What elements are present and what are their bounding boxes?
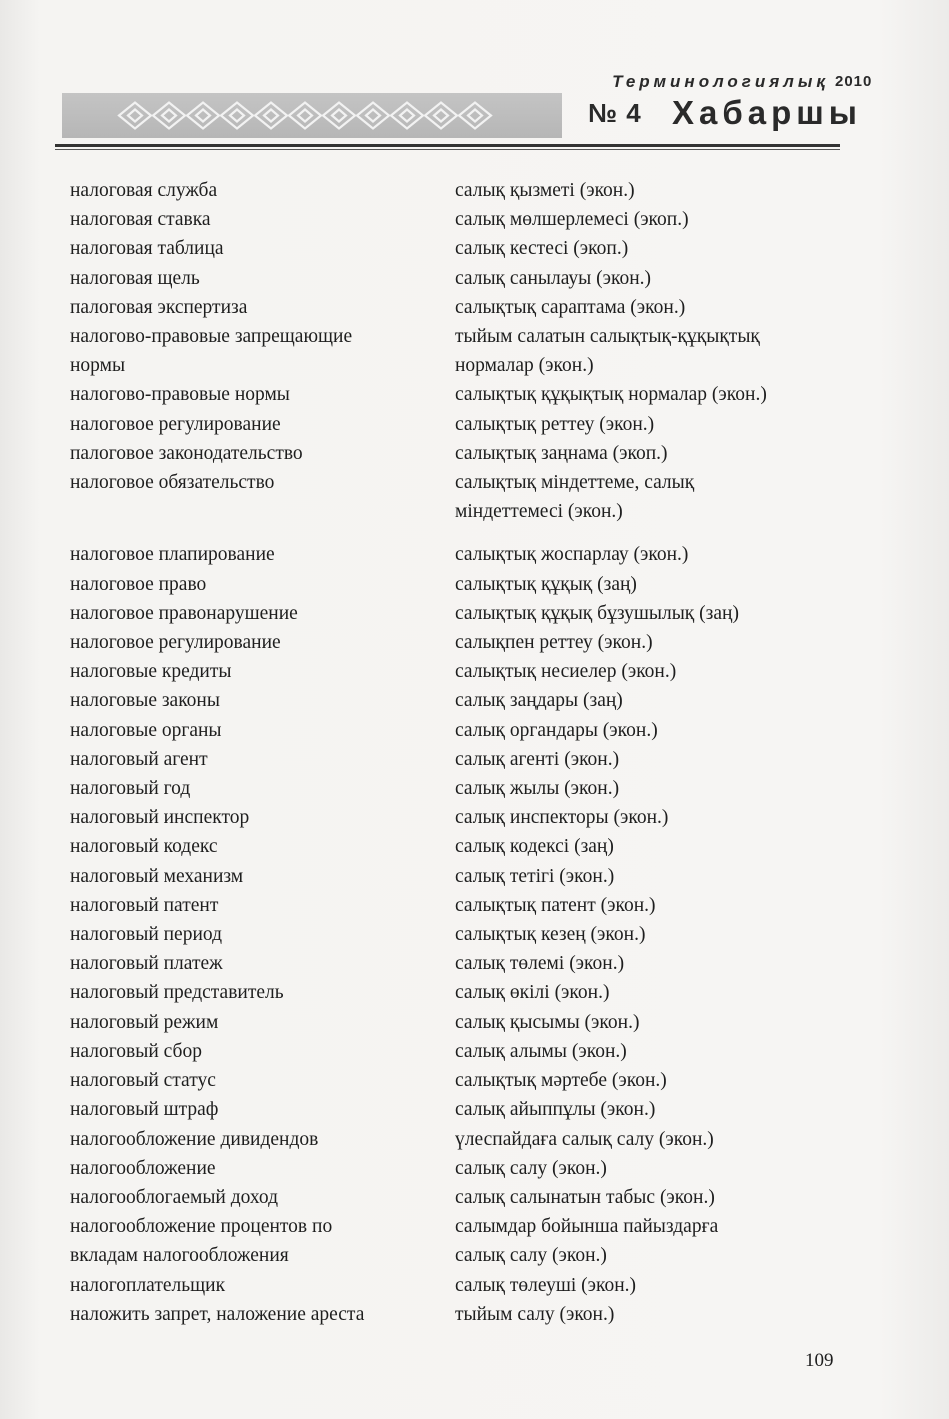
term-kazakh: салық агенті (экон.)	[455, 748, 620, 770]
term-kazakh: салықтық несиелер (экон.)	[455, 661, 677, 683]
term-kazakh: салықтық кезең (экон.)	[455, 924, 646, 946]
term-kazakh: салық тетігі (экон.)	[455, 865, 615, 887]
term-russian: палоговая экспертиза	[70, 296, 248, 318]
term-kazakh: салық төлемі (экон.)	[455, 953, 625, 975]
header-rule-thick	[55, 144, 840, 147]
glossary-row	[70, 657, 850, 686]
term-russian: налогообложение	[70, 1157, 216, 1179]
term-kazakh: салымдар бойынша пайыздарға	[455, 1216, 719, 1238]
term-russian: налогооблогаемый доход	[70, 1186, 279, 1208]
term-russian	[70, 497, 455, 526]
term-kazakh: салық салу (экон.)	[455, 1245, 607, 1267]
term-kazakh: тыйым салу (экон.)	[455, 1303, 615, 1325]
term-russian: налоговое правонарушение	[70, 602, 298, 624]
term-russian: налоговый платеж	[70, 953, 223, 975]
term-russian: налоговая служба	[70, 180, 218, 201]
term-russian: налоговое регулирование	[70, 413, 281, 435]
glossary-row	[70, 949, 850, 978]
term-kazakh: салықтық сараптама (экон.)	[455, 296, 686, 318]
term-russian: налоговый год	[70, 778, 191, 800]
term-russian: наложить запрет, наложение ареста	[70, 1303, 365, 1325]
term-kazakh: салық өкілі (экон.)	[455, 982, 610, 1004]
header-banner	[62, 93, 562, 138]
term-kazakh: салық мөлшерлемесі (экоп.)	[455, 209, 689, 231]
series-title: Терминологиялық	[612, 72, 829, 91]
term-russian: налогово-правовые нормы	[70, 384, 290, 406]
glossary-row	[70, 920, 850, 949]
glossary-row	[70, 234, 850, 263]
glossary-row	[70, 599, 850, 628]
glossary-row	[70, 628, 850, 657]
term-kazakh: салық қысымы (экон.)	[455, 1011, 640, 1033]
term-kazakh: салық органдары (экон.)	[455, 719, 658, 741]
issue-number: № 4	[588, 98, 642, 128]
glossary-row	[70, 1271, 850, 1300]
term-kazakh: салықтық реттеу (экон.)	[455, 413, 655, 435]
glossary-row	[70, 468, 850, 497]
term-russian: налоговый представитель	[70, 982, 284, 1004]
glossary-list	[70, 176, 850, 1329]
term-kazakh: үлеспайдаға салық салу (экон.)	[455, 1128, 714, 1150]
glossary-row	[70, 716, 850, 745]
term-kazakh: салықпен реттеу (экон.)	[455, 632, 653, 654]
journal-title: Хабаршы	[672, 94, 862, 131]
glossary-row	[70, 410, 850, 439]
term-kazakh: салықтық заңнама (экоп.)	[455, 442, 668, 464]
glossary-row	[70, 686, 850, 715]
term-kazakh: салық кестесі (экоп.)	[455, 238, 629, 260]
term-russian: нормы	[70, 355, 126, 377]
term-russian: палоговое законодательство	[70, 442, 303, 464]
term-russian: налоговые законы	[70, 690, 220, 712]
term-russian: налоговый режим	[70, 1011, 219, 1033]
term-kazakh: салықтық патент (экон.)	[455, 894, 656, 916]
term-kazakh: салық санылауы (экон.)	[455, 267, 652, 289]
term-kazakh: салықтық міндеттеме, салық	[455, 472, 695, 494]
glossary-row	[70, 978, 850, 1007]
glossary-row	[70, 439, 850, 468]
term-russian: налоговое право	[70, 573, 207, 595]
term-russian: налоговые органы	[70, 719, 222, 741]
glossary-row	[70, 1095, 850, 1124]
term-kazakh: салық салу (экон.)	[455, 1157, 607, 1179]
term-russian: налоговое регулирование	[70, 632, 281, 654]
term-kazakh: нормалар (экон.)	[455, 355, 594, 377]
term-russian: вкладам налогообложения	[70, 1245, 289, 1267]
glossary-row	[70, 803, 850, 832]
term-russian: налоговый статус	[70, 1070, 216, 1092]
glossary-row	[70, 497, 850, 526]
term-kazakh: салықтық құқықтық нормалар (экон.)	[455, 384, 767, 406]
glossary-row	[70, 264, 850, 293]
glossary-row	[70, 293, 850, 322]
term-russian: налоговая ставка	[70, 209, 211, 231]
term-kazakh: салық қызметі (экон.)	[455, 180, 635, 201]
glossary-row	[70, 351, 850, 380]
glossary-row	[70, 205, 850, 234]
glossary-row	[70, 1154, 850, 1183]
term-kazakh: салықтық құқық (заң)	[455, 573, 637, 595]
glossary-row	[70, 862, 850, 891]
term-kazakh: салық төлеуші (экон.)	[455, 1274, 637, 1296]
term-russian: налогообложение дивидендов	[70, 1128, 319, 1150]
term-russian: налоговые кредиты	[70, 661, 232, 683]
glossary-row	[70, 540, 850, 569]
term-kazakh: салықтық жоспарлау (экон.)	[455, 544, 689, 566]
glossary-row	[70, 774, 850, 803]
row-gap	[70, 526, 850, 540]
glossary-row	[70, 1125, 850, 1154]
term-russian: налоговая таблица	[70, 238, 224, 260]
header-rule-thin	[55, 149, 840, 150]
term-russian: налоговый период	[70, 924, 223, 946]
term-russian: налоговый патент	[70, 894, 219, 916]
term-kazakh: салықтық құқық бұзушылық (заң)	[455, 602, 739, 624]
glossary-row	[70, 1008, 850, 1037]
term-kazakh: салық айыппұлы (экон.)	[455, 1099, 656, 1121]
glossary-row	[70, 1212, 850, 1241]
term-kazakh: салық инспекторы (экон.)	[455, 807, 669, 829]
glossary-row	[70, 1300, 850, 1329]
term-russian: налогоплательщик	[70, 1274, 226, 1296]
term-russian: налоговое плапирование	[70, 544, 275, 566]
term-russian: налоговая щель	[70, 267, 200, 289]
glossary-row	[70, 745, 850, 774]
glossary-row	[70, 1183, 850, 1212]
term-russian: налоговый кодекс	[70, 836, 218, 858]
term-kazakh: салық алымы (экон.)	[455, 1040, 627, 1062]
glossary-row	[70, 832, 850, 861]
term-russian: налоговый агент	[70, 748, 208, 770]
term-kazakh: салық жылы (экон.)	[455, 778, 620, 800]
term-russian: налогообложение процентов по	[70, 1216, 333, 1238]
ornament-pattern	[117, 97, 517, 134]
term-kazakh: міндеттемесі (экон.)	[455, 501, 623, 523]
glossary-row	[70, 570, 850, 599]
term-russian: налоговый механизм	[70, 865, 244, 887]
glossary-row	[70, 380, 850, 409]
term-kazakh: салықтық мәртебе (экон.)	[455, 1070, 667, 1092]
glossary-row	[70, 1241, 850, 1270]
term-russian: налоговый инспектор	[70, 807, 250, 829]
term-russian: налоговый штраф	[70, 1099, 219, 1121]
term-kazakh: салық заңдары (заң)	[455, 690, 623, 712]
page-number: 109	[805, 1350, 834, 1371]
glossary-row	[70, 322, 850, 351]
glossary-row	[70, 1066, 850, 1095]
glossary-row	[70, 1037, 850, 1066]
year: 2010	[835, 73, 873, 90]
term-kazakh: салық салынатын табыс (экон.)	[455, 1186, 715, 1208]
term-kazakh: салық кодексі (заң)	[455, 836, 614, 858]
term-russian: налоговый сбор	[70, 1040, 202, 1062]
glossary-row	[70, 176, 850, 205]
glossary-row	[70, 891, 850, 920]
term-russian: налоговое обязательство	[70, 472, 275, 494]
term-russian: налогово-правовые запрещающие	[70, 326, 353, 348]
term-kazakh: тыйым салатын салықтық-құқықтық	[455, 326, 760, 348]
